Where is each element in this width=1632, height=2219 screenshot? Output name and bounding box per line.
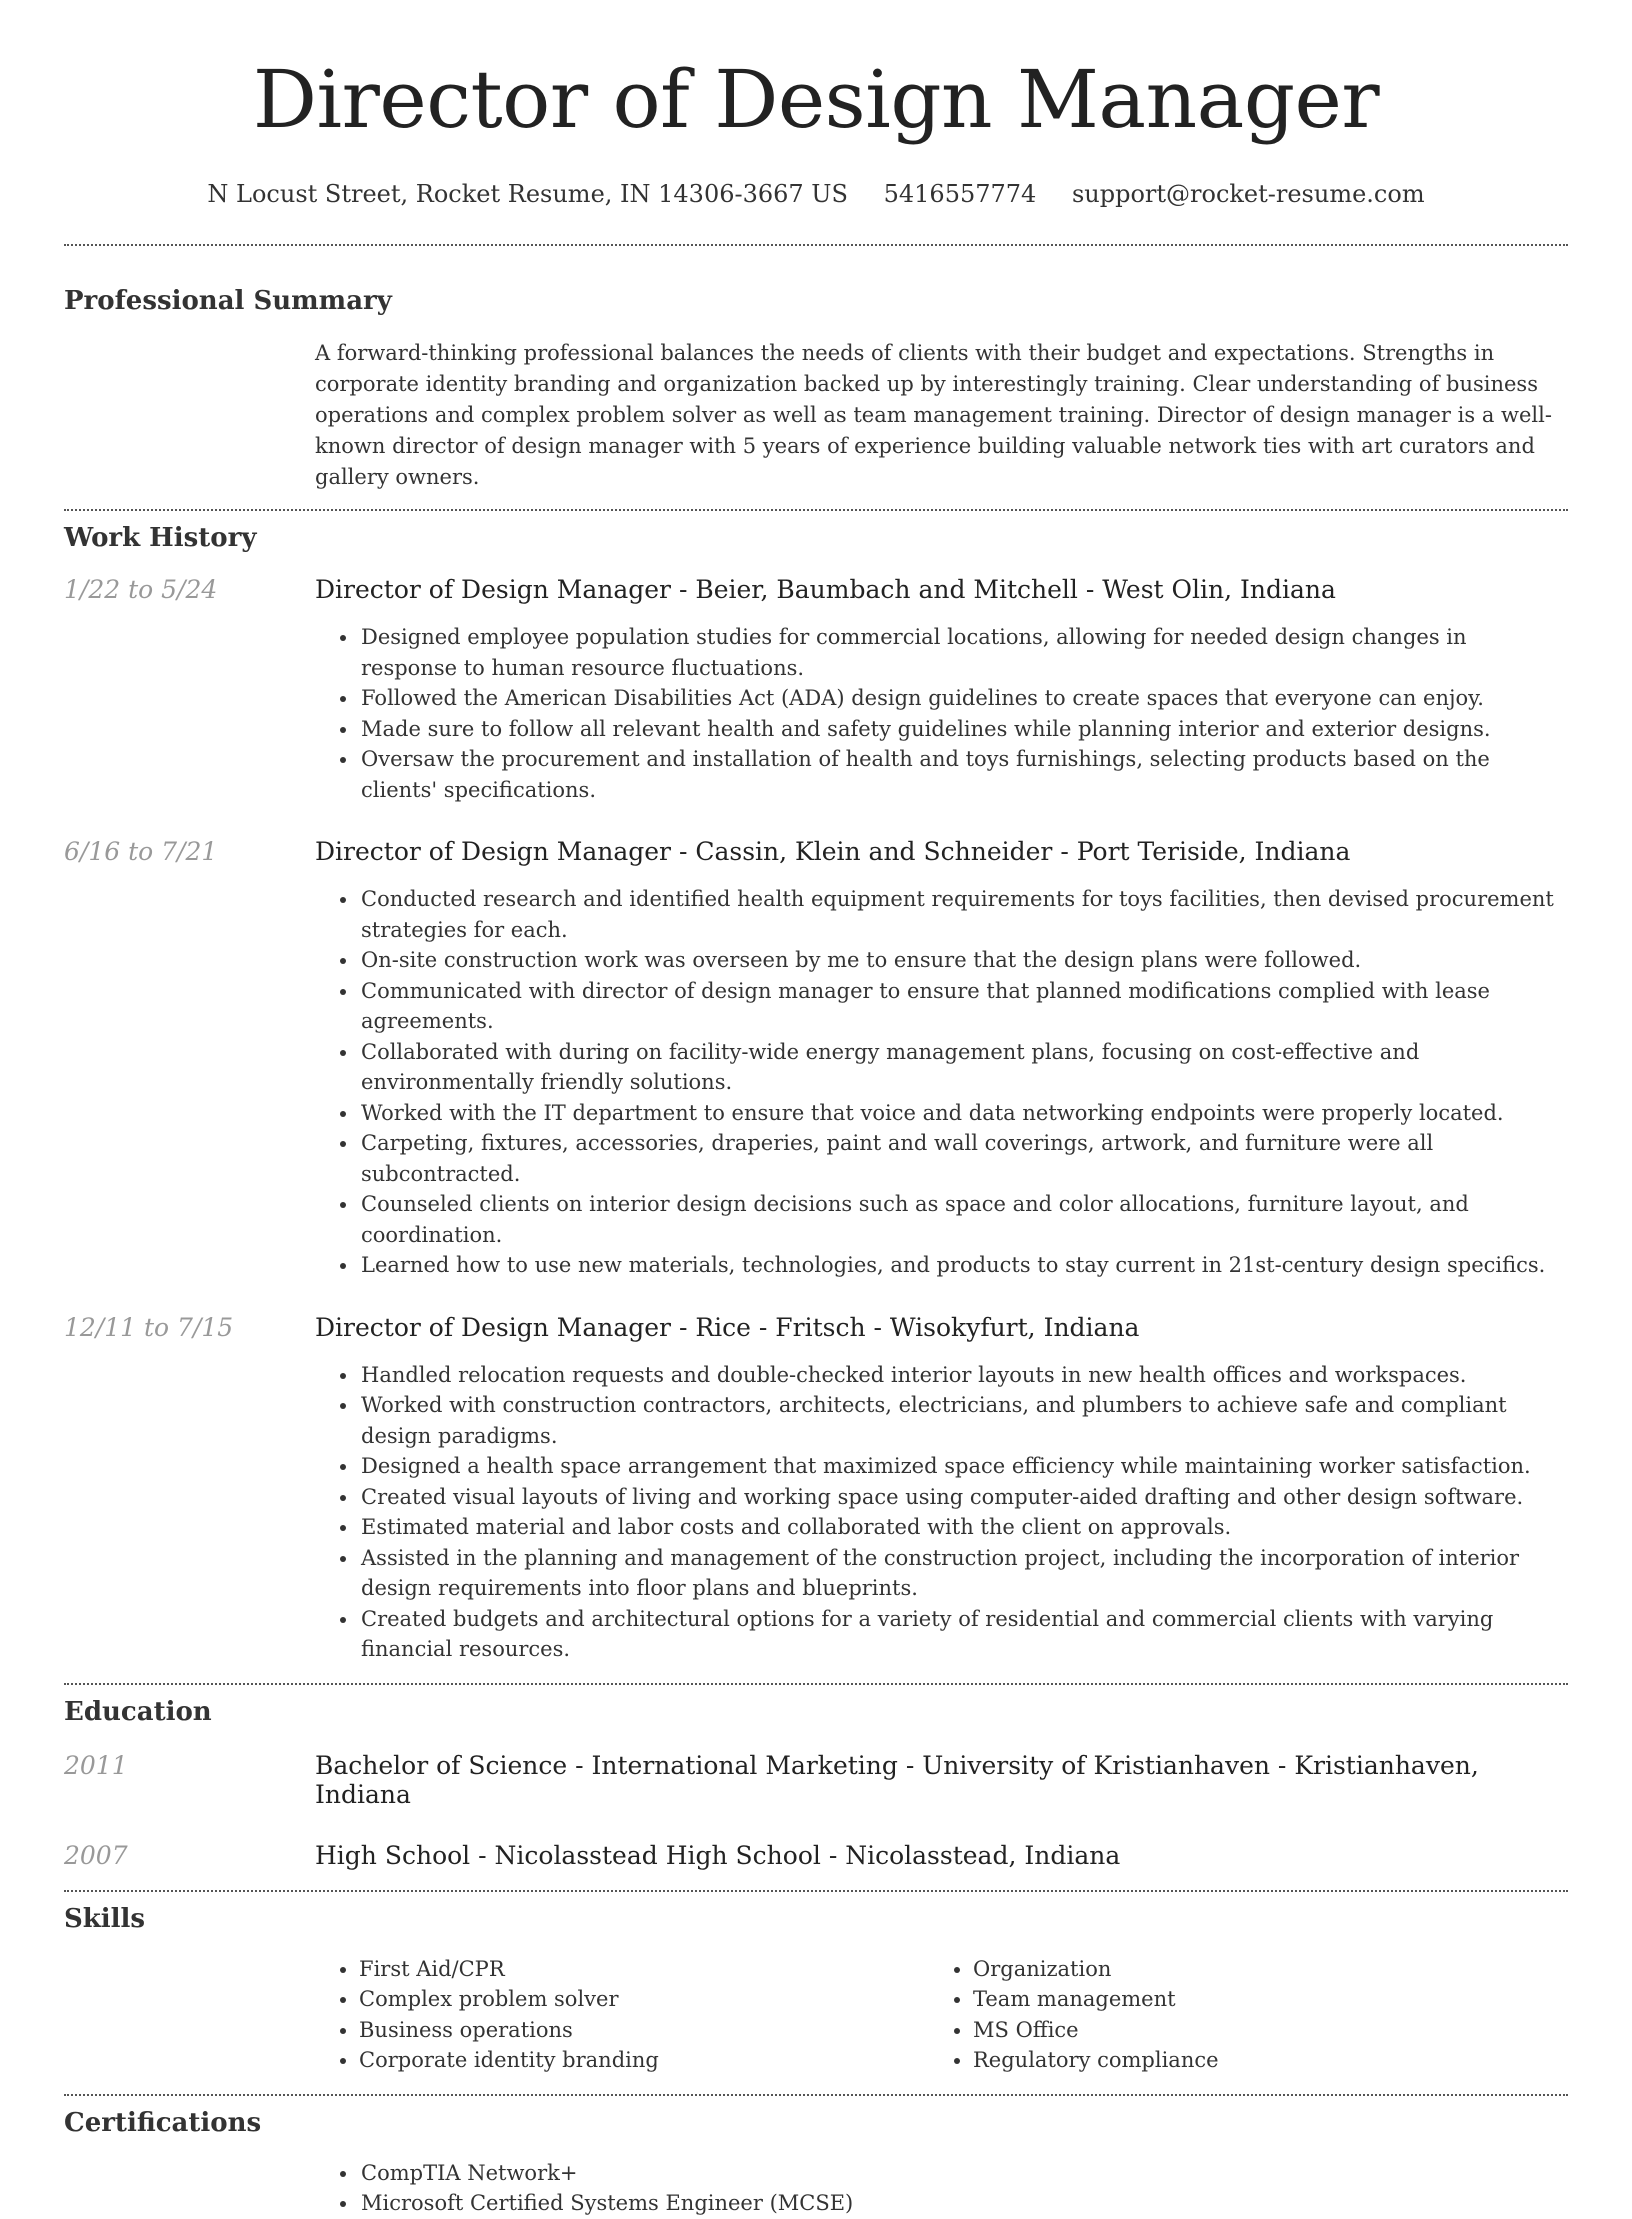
skill-item: • Corporate identity branding xyxy=(359,2045,929,2076)
list-item: • Oversaw the procurement and installation of health and toys furnishings, selecting products based on the clients' specifications. xyxy=(359,744,1568,805)
job-dates: 1/22 to 5/24 xyxy=(64,575,218,604)
divider xyxy=(64,244,1568,246)
job-dates: 12/11 to 7/15 xyxy=(64,1312,234,1342)
education-year: 2011 xyxy=(64,1750,128,1780)
skill-item: • MS Office xyxy=(973,2015,1543,2046)
list-item: • Designed employee population studies for commercial locations, allowing for needed design changes in response to human resource fluctuations. xyxy=(359,622,1568,683)
education-entry xyxy=(64,1841,1568,1870)
skill-item: • Team management xyxy=(973,1984,1543,2015)
list-item: • Made sure to follow all relevant health and safety guidelines while planning interior and exterior designs. xyxy=(359,714,1568,745)
skill-item: • First Aid/CPR xyxy=(359,1954,929,1985)
list-item: • Communicated with director of design manager to ensure that planned modifications complied with lease agreements. xyxy=(359,976,1568,1037)
section-title-education: Education xyxy=(64,1696,212,1727)
divider xyxy=(64,1683,1568,1685)
skill-item: • Business operations xyxy=(359,2015,929,2046)
skills-columns xyxy=(315,1954,1568,2076)
job-header xyxy=(64,575,1568,604)
list-item: • Designed a health space arrangement that maximized space efficiency while maintaining worker satisfaction. xyxy=(359,1451,1568,1482)
divider xyxy=(64,509,1568,511)
certifications-list xyxy=(64,2158,1568,2219)
section-title-summary: Professional Summary xyxy=(64,286,392,316)
list-item: • Carpeting, fixtures, accessories, draperies, paint and wall coverings, artwork, and furniture were all subcontracted. xyxy=(359,1128,1568,1189)
list-item: • Created budgets and architectural options for a variety of residential and commercial clients with varying financial resources. xyxy=(359,1604,1568,1665)
skills-list-right xyxy=(929,1954,1543,2076)
list-item: • On-site construction work was overseen by me to ensure that the design plans were followed. xyxy=(359,945,1568,976)
job-entry xyxy=(64,837,1568,1281)
list-item: • Worked with construction contractors, architects, electricians, and plumbers to achieve safe and compliant design paradigms. xyxy=(359,1390,1568,1451)
skills-list-left xyxy=(315,1954,929,2076)
job-title: Director of Design Manager - Beier, Baumbach and Mitchell - West Olin, Indiana xyxy=(315,575,1336,604)
list-item: • Worked with the IT department to ensure that voice and data networking endpoints were properly located. xyxy=(359,1098,1568,1129)
list-item: • Followed the American Disabilities Act (ADA) design guidelines to create spaces that everyone can enjoy. xyxy=(359,683,1568,714)
education-entry xyxy=(64,1751,1568,1809)
job-header xyxy=(64,1313,1568,1342)
education-year: 2007 xyxy=(64,1840,128,1870)
list-item: • Assisted in the planning and management of the construction project, including the incorporation of interior design requirements into floor plans and blueprints. xyxy=(359,1543,1568,1604)
job-bullets xyxy=(64,622,1568,805)
candidate-name: Director of Design Manager xyxy=(252,53,1380,146)
list-item: • Collaborated with during on facility-wide energy management plans, focusing on cost-effective and environmentally friendly solutions. xyxy=(359,1037,1568,1098)
education-title: Bachelor of Science - International Marketing - University of Kristianhaven - Kristianhaven, Indiana xyxy=(315,1750,1479,1809)
job-entry xyxy=(64,1313,1568,1665)
certification-item: • CompTIA Network+ xyxy=(359,2158,1568,2189)
job-entry xyxy=(64,575,1568,805)
section-title-work-history: Work History xyxy=(64,523,257,553)
list-item: • Counseled clients on interior design decisions such as space and color allocations, furniture layout, and coordination. xyxy=(359,1189,1568,1250)
contact-address: N Locust Street, Rocket Resume, IN 14306-3667 US xyxy=(207,180,848,208)
job-bullets xyxy=(64,1360,1568,1665)
contact-email: support@rocket-resume.com xyxy=(1071,180,1425,208)
job-title: Director of Design Manager - Rice - Fritsch - Wisokyfurt, Indiana xyxy=(315,1312,1140,1342)
resume-page xyxy=(64,0,1568,2219)
divider xyxy=(64,2094,1568,2096)
contact-phone: 5416557774 xyxy=(883,180,1037,208)
education-title: High School - Nicolasstead High School - Nicolasstead, Indiana xyxy=(315,1840,1121,1870)
skill-item: • Regulatory compliance xyxy=(973,2045,1543,2076)
list-item: • Created visual layouts of living and working space using computer-aided drafting and other design software. xyxy=(359,1482,1568,1513)
list-item: • Learned how to use new materials, technologies, and products to stay current in 21st-century design specifics. xyxy=(359,1250,1568,1281)
job-bullets xyxy=(64,884,1568,1281)
divider xyxy=(64,1890,1568,1892)
skill-item: • Organization xyxy=(973,1954,1543,1985)
list-item: • Estimated material and labor costs and collaborated with the client on approvals. xyxy=(359,1512,1568,1543)
summary-text: A forward-thinking professional balances the needs of clients with their budget and expectations. Strengths in corporate identity branding and organization backed up by interestingly training. Clear understanding of business operations and complex problem solver as well as team management training. Director of design manager is a well-known director of design manager with 5 years of experience building valuable network ties with art curators and gallery owners. xyxy=(315,341,1552,489)
list-item: • Handled relocation requests and double-checked interior layouts in new health offices and workspaces. xyxy=(359,1360,1568,1391)
job-header xyxy=(64,837,1568,866)
section-title-certifications: Certifications xyxy=(64,2107,262,2138)
contact-line xyxy=(64,180,1568,208)
section-title-skills: Skills xyxy=(64,1903,146,1934)
job-dates: 6/16 to 7/21 xyxy=(64,837,218,866)
job-title: Director of Design Manager - Cassin, Klein and Schneider - Port Teriside, Indiana xyxy=(315,837,1351,866)
skill-item: • Complex problem solver xyxy=(359,1984,929,2015)
certification-item: • Microsoft Certified Systems Engineer (MCSE) xyxy=(359,2188,1568,2219)
list-item: • Conducted research and identified health equipment requirements for toys facilities, then devised procurement strategies for each. xyxy=(359,884,1568,945)
